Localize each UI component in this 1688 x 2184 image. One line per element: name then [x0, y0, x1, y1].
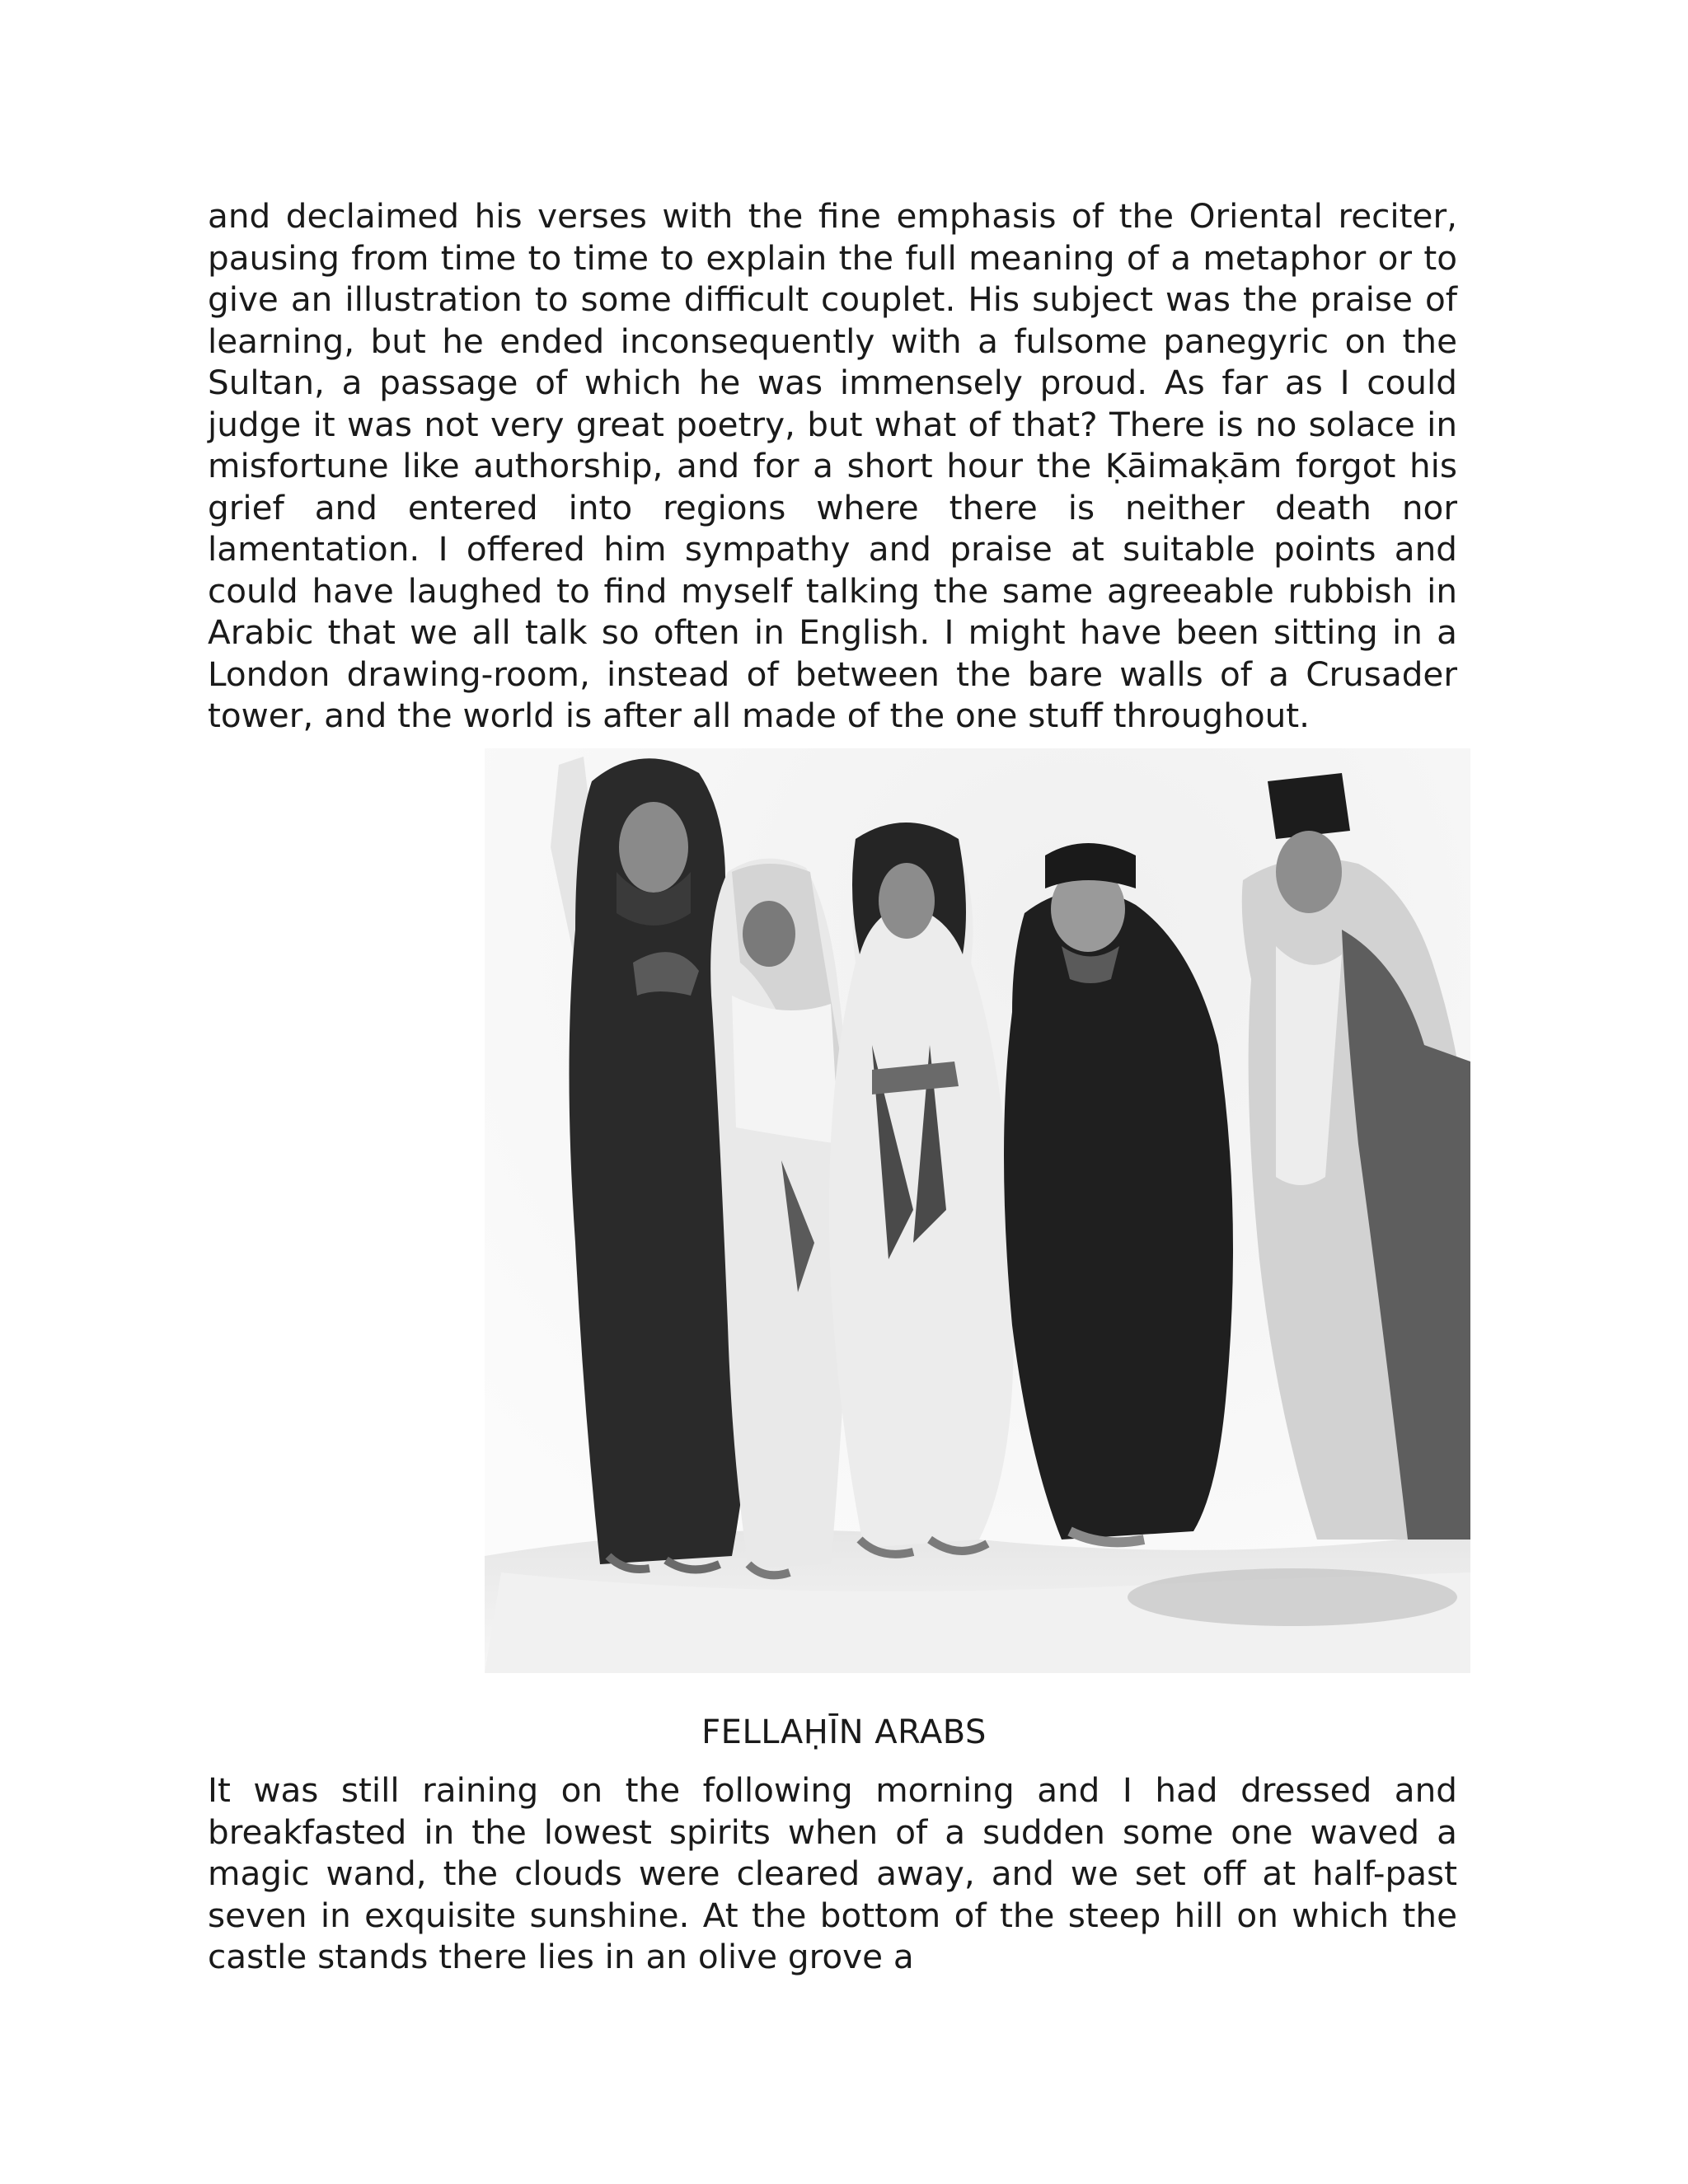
photograph-icon — [485, 748, 1470, 1673]
paragraph-top: and declaimed his verses with the fine emphasis of the Oriental reciter, pausing from time to time to explain the full meaning of a metaphor or to give an illustration to some difficult couplet. His subject was the praise of learning, but he ended inconsequently with a fulsome panegyric on the Sultan, a passage of which he was immensely proud. As far as I could judge it was not very great poetry, but what of that? There is no solace in misfortune like authorship, and for a short hour the Ḳāimaḳām forgot his grief and entered into regions where there is neither death nor lamentation. I offered him sympathy and praise at suitable points and could have laughed to find myself talking the same agreeable rubbish in Arabic that we all talk so often in English. I might have been sitting in a London drawing-room, instead of between the bare walls of a Crusader tower, and the world is after all made of the one stuff throughout. — [208, 196, 1457, 735]
paragraph-bottom: It was still raining on the following morning and I had dressed and breakfasted in the lowest spirits when of a sudden some one waved a magic wand, the clouds were cleared away, and we set off at half-past seven in exquisite sunshine. At the bottom of the steep hill on which the castle stands there lies in an olive grove a — [208, 1770, 1457, 1976]
figure-caption: FELLAḤĪN ARABS — [701, 1713, 987, 1751]
fellahin-photograph — [485, 748, 1470, 1673]
